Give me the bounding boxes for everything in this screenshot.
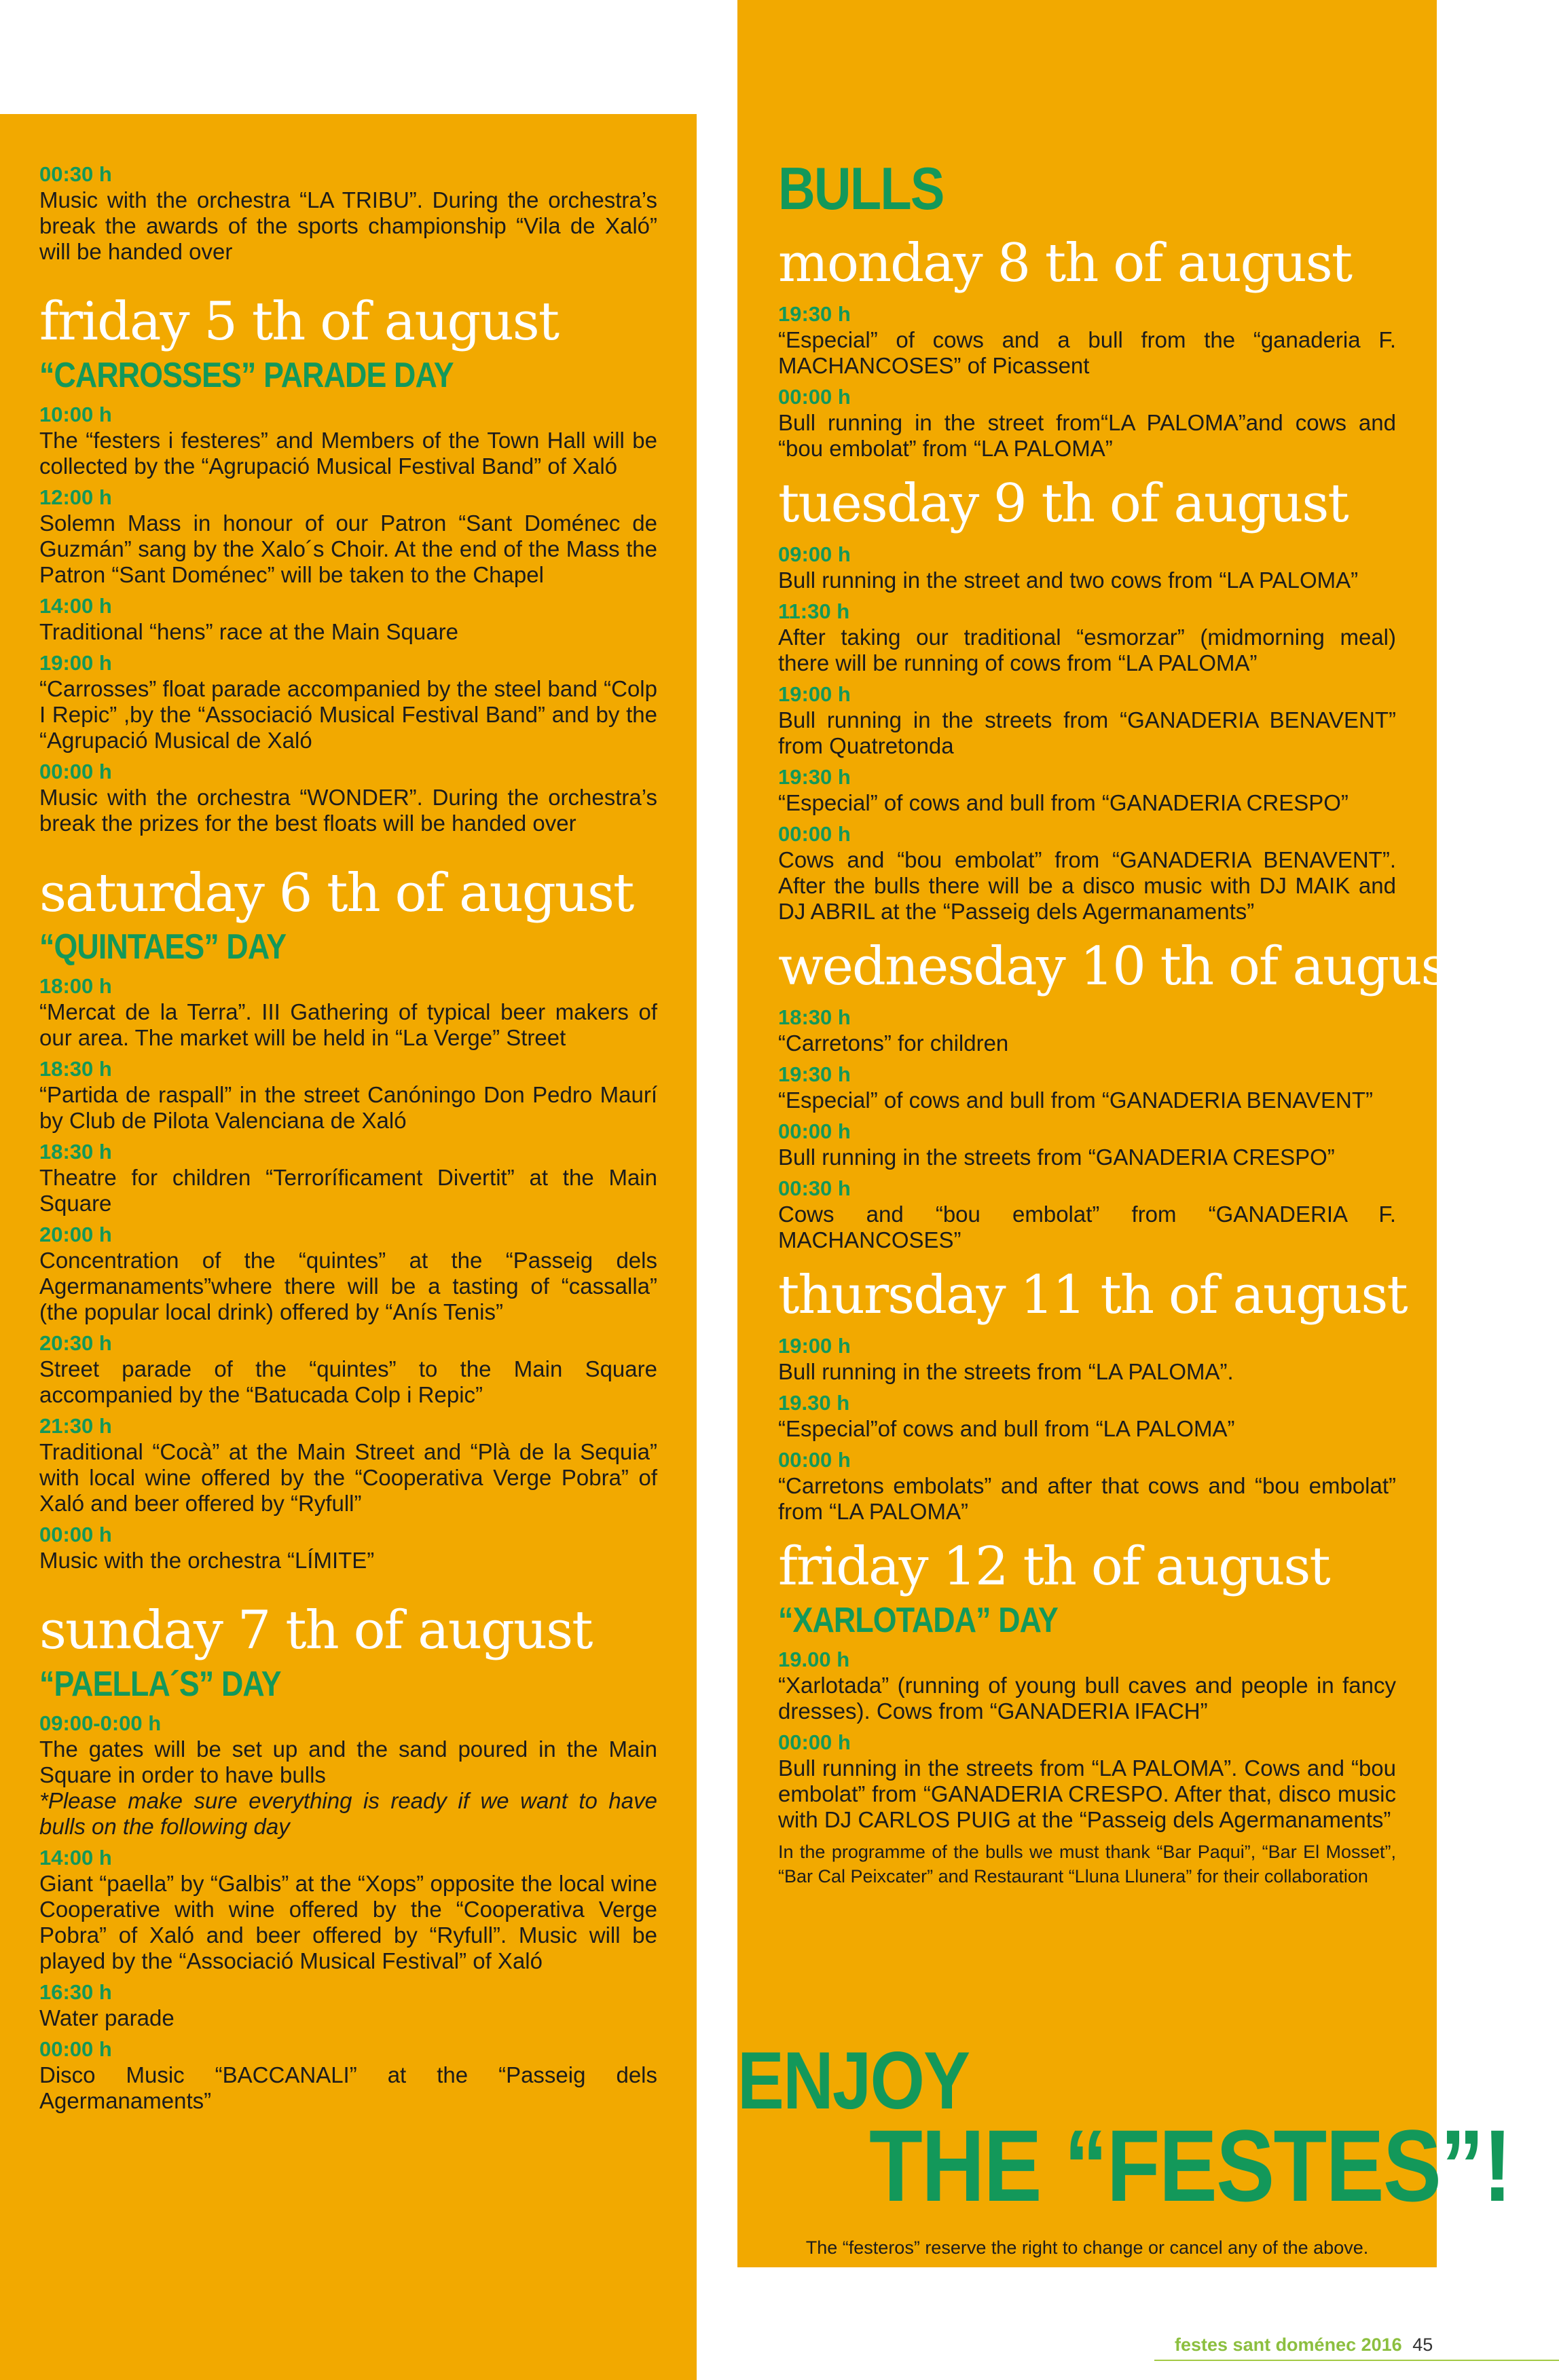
day-subtitle: “QUINTAES” DAY — [39, 927, 287, 967]
event-description: “Xarlotada” (running of young bull caves and people in fancy dresses). Cows from “GANADERIA IFACH” — [778, 1673, 1396, 1724]
day-title: thursday 11 th of august — [778, 1265, 1407, 1326]
thanks-note: In the programme of the bulls we must thank “Bar Paqui”, “Bar El Mosset”, “Bar Cal Peixcater” and Restaurant “Lluna Llunera” for their collaboration — [778, 1842, 1396, 1886]
event-time: 00:00 h — [778, 1448, 851, 1472]
event-time: 19:30 h — [778, 1062, 851, 1086]
event-description: Bull running in the street from“LA PALOMA”and cows and “bou embolat” from “LA PALOMA” — [778, 410, 1396, 461]
event-time: 18:30 h — [39, 1140, 112, 1164]
event-description: “Carrosses” float parade accompanied by the steel band “Colp I Repic” ,by the “Associació Musical Festival Band” and by the “Agrupació Musical de Xaló — [39, 676, 657, 753]
event-description: “Especial”of cows and bull from “LA PALOMA” — [778, 1416, 1235, 1441]
page-number: 45 — [1412, 2335, 1433, 2355]
event-time: 00:00 h — [39, 760, 112, 783]
enjoy-heading-line1: ENJOY — [737, 2035, 970, 2126]
day-title: sunday 7 th of august — [39, 1600, 592, 1661]
event-time: 00:30 h — [778, 1176, 851, 1200]
event-description: “Partida de raspall” in the street Canóningo Don Pedro Maurí by Club de Pilota Valenciana de Xaló — [39, 1082, 657, 1133]
event-time: 18:30 h — [39, 1057, 112, 1081]
page-footer — [1175, 2332, 1433, 2357]
event-time: 19:30 h — [778, 302, 851, 326]
event-note: *Please make sure everything is ready if we want to have bulls on the following day — [39, 1788, 657, 1839]
day-subtitle: “PAELLA´S” DAY — [39, 1665, 281, 1704]
left-program-column — [39, 156, 657, 2114]
day-title: tuesday 9 th of august — [778, 473, 1348, 534]
event-description: Bull running in the streets from “GANADERIA CRESPO” — [778, 1145, 1335, 1170]
day-title: monday 8 th of august — [778, 233, 1352, 294]
event-time: 19:30 h — [778, 765, 851, 789]
event-time: 11:30 h — [778, 599, 850, 623]
day-title: friday 12 th of august — [778, 1536, 1329, 1597]
bulls-heading: BULLS — [778, 155, 944, 222]
event-time: 00:30 h — [39, 162, 112, 186]
day-title: friday 5 th of august — [39, 291, 559, 352]
event-description: Theatre for children “Terroríficament Divertit” at the Main Square — [39, 1165, 657, 1216]
right-bulls-column — [778, 155, 1467, 1889]
event-description: Traditional “Cocà” at the Main Street and “Plà de la Sequia” with local wine offered by the “Cooperativa Verge Pobra” of Xaló and beer offered by “Ryfull” — [39, 1439, 657, 1516]
event-description: Water parade — [39, 2005, 175, 2030]
bulls-schedule — [778, 231, 1467, 1889]
event-description: Cows and “bou embolat” from “GANADERIA BENAVENT”. After the bulls there will be a disco music with DJ MAIK and DJ ABRIL at the “Passeig dels Agermanaments” — [778, 847, 1396, 924]
event-time: 19.30 h — [778, 1391, 850, 1415]
event-time: 16:30 h — [39, 1980, 112, 2004]
event-description: Giant “paella” by “Galbis” at the “Xops” opposite the local wine Cooperative with wine offered by the “Cooperativa Verge Pobra” of Xaló and beer offered by “Ryfull”. Music will be played by the “Associació Musical Festival” of Xaló — [39, 1871, 657, 1973]
event-description: After taking our traditional “esmorzar” (midmorning meal) there will be running of cows from “LA PALOMA” — [778, 625, 1396, 675]
event-time: 00:00 h — [778, 1119, 851, 1143]
event-description: Music with the orchestra “LA TRIBU”. During the orchestra’s break the awards of the sports championship “Vila de Xaló” will be handed over — [39, 187, 657, 264]
event-description: Solemn Mass in honour of our Patron “Sant Doménec de Guzmán” sang by the Xalo´s Choir. At the end of the Mass the Patron “Sant Doménec” will be taken to the Chapel — [39, 510, 657, 587]
event-time: 21:30 h — [39, 1414, 112, 1438]
event-time: 18:30 h — [778, 1005, 851, 1029]
event-time: 00:00 h — [39, 1523, 112, 1546]
event-description: Bull running in the streets from “LA PALOMA”. Cows and “bou embolat” from “GANADERIA CRESPO. After that, disco music with DJ CARLOS PUIG at the “Passeig dels Agermanaments” — [778, 1755, 1396, 1832]
event-description: Bull running in the streets from “LA PALOMA”. — [778, 1359, 1234, 1384]
event-description: Bull running in the street and two cows from “LA PALOMA” — [778, 568, 1359, 593]
event-time: 00:00 h — [39, 2037, 112, 2061]
event-description: “Especial” of cows and a bull from the “ganaderia F. MACHANCOSES” of Picassent — [778, 327, 1396, 378]
event-time: 00:00 h — [778, 822, 851, 846]
event-description: Street parade of the “quintes” to the Main Square accompanied by the “Batucada Colp i Repic” — [39, 1356, 657, 1407]
event-description: The “festers i festeres” and Members of the Town Hall will be collected by the “Agrupació Musical Festival Band” of Xaló — [39, 428, 657, 479]
event-description: Bull running in the streets from “GANADERIA BENAVENT” from Quatretonda — [778, 707, 1396, 758]
event-description: “Mercat de la Terra”. III Gathering of typical beer makers of our area. The market will be held in “La Verge” Street — [39, 999, 657, 1050]
disclaimer-text: The “festeros” reserve the right to change or cancel any of the above. — [805, 2237, 1369, 2258]
event-description: “Especial” of cows and bull from “GANADERIA CRESPO” — [778, 790, 1349, 815]
event-time: 14:00 h — [39, 1846, 112, 1870]
day-title: saturday 6 th of august — [39, 863, 634, 924]
day-subtitle: “CARROSSES” PARADE DAY — [39, 356, 454, 395]
event-description: The gates will be set up and the sand poured in the Main Square in order to have bulls — [39, 1736, 657, 1787]
day-title: wednesday 10 th of august — [778, 936, 1467, 997]
event-time: 19:00 h — [39, 651, 112, 675]
event-description: Music with the orchestra “WONDER”. During the orchestra’s break the prizes for the best floats will be handed over — [39, 785, 657, 836]
event-time: 20:00 h — [39, 1223, 112, 1246]
event-time: 19:00 h — [778, 1334, 851, 1358]
event-time: 18:00 h — [39, 974, 112, 998]
footer-title: festes sant doménec 2016 — [1175, 2335, 1402, 2355]
event-description: “Carretons” for children — [778, 1030, 1009, 1056]
event-description: Cows and “bou embolat” from “GANADERIA F. MACHANCOSES” — [778, 1202, 1396, 1252]
event-time: 10:00 h — [39, 403, 112, 426]
event-description: Music with the orchestra “LÍMITE” — [39, 1548, 375, 1573]
day-subtitle: “XARLOTADA” DAY — [778, 1601, 1058, 1640]
event-description: “Carretons embolats” and after that cows and “bou embolat” from “LA PALOMA” — [778, 1473, 1396, 1524]
event-time: 14:00 h — [39, 594, 112, 618]
event-time: 09:00 h — [778, 542, 851, 566]
event-description: “Especial” of cows and bull from “GANADERIA BENAVENT” — [778, 1087, 1373, 1113]
footer-rule — [1154, 2360, 1559, 2361]
event-time: 19:00 h — [778, 682, 851, 706]
event-time: 20:30 h — [39, 1331, 112, 1355]
event-time: 00:00 h — [778, 385, 851, 409]
event-time: 19.00 h — [778, 1648, 850, 1671]
event-time: 00:00 h — [778, 1730, 851, 1754]
event-description: Traditional “hens” race at the Main Square — [39, 619, 458, 644]
event-description: Concentration of the “quintes” at the “Passeig dels Agermanaments”where there will be a tasting of “cassalla” (the popular local drink) offered by “Anís Tenis” — [39, 1248, 657, 1324]
event-time: 09:00-0:00 h — [39, 1711, 162, 1735]
event-description: Disco Music “BACCANALI” at the “Passeig dels Agermanaments” — [39, 2062, 657, 2113]
event-time: 12:00 h — [39, 485, 112, 509]
enjoy-heading-line2: THE “FESTES”! — [869, 2108, 1511, 2223]
